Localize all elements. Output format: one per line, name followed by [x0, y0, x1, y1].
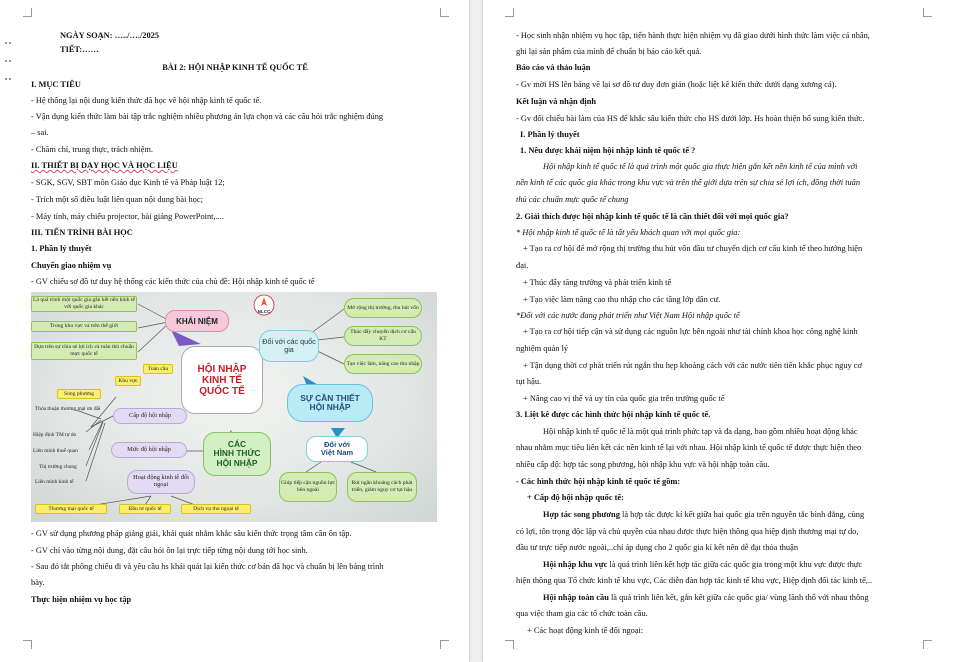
question-1: 1. Nêu được khái niệm hội nhập kinh tế quốc tế ?: [520, 146, 696, 155]
lesson-title: BÀI 2: HỘI NHẬP KINH TẾ QUỐC TẾ: [162, 63, 308, 72]
vietnam-line: Đối với: [323, 439, 351, 449]
level-global: Toàn cầu: [143, 364, 173, 374]
countries-item: Mở rộng thị trường, thu hút vốn: [344, 298, 422, 318]
header-date: NGÀY SOẠN: …../…./2025: [60, 31, 160, 40]
corner-mark: [505, 8, 514, 17]
report-heading: Báo cáo và thảo luận: [516, 63, 591, 72]
objective-item: - Hệ thống lại nội dung kiến thức đã học về hội nhập kinh tế quốc tế.: [31, 96, 262, 105]
definition-line: thủ các chuẩn mực quốc tế chung: [516, 195, 629, 204]
text-line: [543, 559, 862, 570]
forms-line: HỘI NHẬP: [216, 457, 258, 468]
countries-node: Đối với các quốc gia: [259, 330, 319, 362]
need-line: SỰ CẦN THIẾT: [300, 392, 360, 403]
definition-line: Hội nhập kinh tế quốc tế là quá trình một quốc gia thực hiện gắn kết nền kinh tế của mình với: [543, 162, 858, 171]
activities-heading: + Các hoạt động kinh tế đối ngoại:: [527, 626, 644, 635]
text-line: - Gv mời HS lên bảng vẽ lại sơ đồ tư duy đơn giản (hoặc liệt kê kiến thức dưới dạng xương cá).: [516, 80, 837, 89]
degree-item: Liên minh thuế quan: [33, 448, 78, 454]
text-line: nhau nhằm mục tiêu liên kết các nền kinh tế lại với nhau. Hội nhập kinh tế quốc tế được thực hiện theo: [516, 443, 862, 452]
activities-node: Hoạt động kinh tế đối ngoại: [127, 470, 195, 494]
degree-item: Liên minh kinh tế: [35, 479, 74, 485]
forms-node: [203, 432, 271, 476]
header-period: TIẾT:……: [60, 45, 99, 54]
text-line: tụt hậu.: [516, 377, 542, 386]
task-heading: Chuyển giao nhiệm vụ: [31, 261, 112, 270]
corner-mark: [923, 8, 932, 17]
concept-item: Trong khu vực và trên thế giới: [31, 321, 137, 332]
text-line: ghi lại sản phẩm của mình để chuẩn bị báo cáo kết quả.: [516, 47, 702, 56]
text-line: + Tạo ra cơ hội để mở rộng thị trường thu hút vốn đầu tư chuyển dịch cơ cấu kinh tế theo hướng hiện: [523, 244, 863, 253]
question-2: 2. Giải thích được hội nhập kinh tế quốc tế là cần thiết đối với mọi quốc gia?: [516, 212, 789, 221]
term-bilateral: Hợp tác song phương: [543, 510, 620, 519]
text-line: + Tạo việc làm nâng cao thu nhập cho các tầng lớp dân cư.: [523, 295, 721, 304]
countries-item: Tạo việc làm, nâng cao thu nhập: [344, 354, 422, 374]
text-line: - Học sinh nhận nhiệm vụ học tập, tiến hành thực hiện nhiệm vụ đã giao dưới hình thức làm việc cá nhân,: [516, 31, 870, 40]
equipment-item: - SGK, SGV, SBT môn Giáo dục Kinh tế và Pháp luật 12;: [31, 178, 225, 187]
center-line: HỘI NHẬP: [197, 363, 247, 375]
activities-item: Dịch vụ thu ngoại tệ: [181, 504, 251, 514]
section-objectives-title: I. MỤC TIÊU: [31, 80, 81, 89]
level-node: Cấp độ hội nhập: [113, 408, 187, 424]
level-heading: + Cấp độ hội nhập quốc tế:: [527, 493, 624, 502]
degree-item: Hiệp định TM tự do: [33, 432, 77, 438]
text-line: * Hội nhập kinh tế quốc tế là tất yếu khách quan với mọi quốc gia:: [516, 228, 741, 237]
vietnam-line: Việt Nam: [320, 448, 354, 457]
corner-mark: [440, 8, 449, 17]
text-line: - Gv đối chiếu bài làm của HS để khắc sâu kiến thức cho HS dưới lớp. Hs hoàn thiện bổ sung kiến thức.: [516, 114, 865, 123]
question-3: 3. Liệt kê được các hình thức hội nhập kinh tế quốc tế.: [516, 410, 711, 419]
method-line: bày.: [31, 578, 45, 587]
term-global: Hội nhập toàn cầu: [543, 593, 609, 602]
activities-item: Thương mại quốc tế: [35, 504, 107, 514]
equipment-item: - Máy tính, máy chiếu projector, bài giảng PowerPoint,....: [31, 212, 224, 221]
method-line: - GV chỉ vào từng nội dung, đặt câu hỏi ôn lại trực tiếp từng nội dung tới học sinh.: [31, 546, 308, 555]
level-region: Khu vực: [115, 376, 141, 386]
term-regional: Hội nhập khu vực: [543, 560, 608, 569]
logo-text: NLCC: [257, 309, 271, 314]
center-line: KINH TẾ: [202, 374, 242, 386]
text-line: [543, 509, 864, 520]
vietnam-item: Giúp tiếp cận nguồn lực bên ngoài: [279, 472, 337, 502]
concept-node: KHÁI NIỆM: [165, 310, 229, 332]
text-line: + Tận dụng thời cơ phát triển rút ngắn thu hẹp khoảng cách với các nước tiên tiến khắc phục nguy cơ: [523, 361, 862, 370]
text-line: *Đối với các nước đang phát triển như Việt Nam Hội nhập quốc tế: [516, 311, 740, 320]
equipment-item: - Trích một số điều luật liên quan nội dung bài học;: [31, 195, 203, 204]
text-line: qua việc tham gia các tổ chức toàn cầu.: [516, 609, 648, 618]
text-line: có lợi, tôn trọng độc lập và chủ quyền của nhau được thực hiện thông qua hiệp định thương mại tự do,: [516, 527, 859, 536]
corner-mark: [23, 8, 32, 17]
text-span: là quá trình liên kết, gắn kết giữa các quốc gia/ vùng lãnh thổ với nhau thông: [608, 593, 869, 602]
vietnam-item: Rút ngắn khoảng cách phát triển, giảm nguy cơ tụt hậu: [347, 472, 417, 502]
text-line: nghiệm quản lý: [516, 344, 569, 353]
vietnam-node: [306, 436, 368, 462]
text-line: + Thúc đẩy tăng trưởng và phát triển kinh tế: [523, 278, 672, 287]
forms-line: CÁC: [227, 439, 247, 450]
drag-handle-icon[interactable]: [4, 32, 14, 86]
forms-line: HÌNH THỨC: [213, 448, 261, 459]
text-line: Hội nhập kinh tế quốc tế là một quá trình phức tạp và đa dạng, bao gồm nhiều hoạt động khác: [543, 427, 858, 436]
degree-node: Mức độ hội nhập: [111, 442, 187, 458]
objective-item: - Chăm chỉ, trung thực, trách nhiệm.: [31, 145, 153, 154]
theory-subheading: 1. Phần lý thuyết: [31, 244, 92, 253]
document-page-right: [483, 0, 953, 662]
section-process-title: III. TIẾN TRÌNH BÀI HỌC: [31, 228, 133, 237]
conclusion-heading: Kết luận và nhận định: [516, 97, 597, 106]
method-line: - GV sử dụng phương pháp giảng giải, khái quát nhằm khắc sâu kiến thức trọng tâm cần ôn tập.: [31, 529, 352, 538]
degree-item: Thỏa thuận thương mại ưu đãi: [35, 406, 101, 412]
text-line: đầu tư trực tiếp nước ngoài,..chỉ áp dụng cho 2 quốc gia kí kết nên dễ đạt thỏa thuận: [516, 543, 799, 552]
nlcc-logo: [243, 294, 285, 320]
countries-item: Thúc đẩy chuyển dịch cơ cấu KT: [344, 326, 422, 346]
corner-mark: [440, 640, 449, 649]
theory-heading: I. Phần lý thuyết: [520, 130, 580, 139]
method-line: - Sau đó tắt phông chiếu đi và yêu cầu hs khái quát lại kiến thức cơ bản đã học và chuẩn bị lên bảng trình: [31, 562, 384, 571]
text-line: hiện thông qua Tổ chức kinh tế khu vực, Các diễn đàn hợp tác kinh tế khu vực, Hiệp định đối tác kinh tế,..: [516, 576, 873, 585]
activities-item: Đầu tư quốc tế: [119, 504, 171, 514]
text-line: đại.: [516, 261, 529, 270]
objective-item: - Vận dụng kiến thức làm bài tập trắc nghiệm nhiều phương án lựa chọn và các câu hỏi trắc nghiệm đúng: [31, 112, 384, 121]
objective-item: – sai.: [31, 128, 49, 137]
concept-item: Là quá trình một quốc gia gắn kết nền kinh tế với quốc gia khác: [31, 296, 137, 312]
level-bilateral: Song phương: [57, 389, 101, 399]
center-line: QUỐC TẾ: [199, 385, 245, 397]
text-span: là quá trình liên kết hợp tác giữa các quốc gia trong một khu vực được thực: [607, 560, 863, 569]
definition-line: nền kinh tế các quốc gia khác trong khu vực và trên thế giới dựa trên sự chia sẻ lợi ích, đồng thời tuân: [516, 178, 861, 187]
document-page-left: [0, 0, 469, 662]
concept-item: Dựa trên sự chia sẻ lợi ích và tuân thủ chuẩn mực quốc tế: [31, 342, 137, 360]
corner-mark: [923, 640, 932, 649]
forms-heading: - Các hình thức hội nhập kinh tế quốc tế gồm:: [516, 477, 681, 486]
text-line: + Tạo ra cơ hội tiếp cận và sử dụng các nguồn lực bên ngoài như tài chính khoa học công nghệ kinh: [523, 327, 858, 336]
mind-map-image: [31, 292, 437, 522]
center-node: [181, 346, 263, 414]
text-line: [543, 592, 869, 603]
corner-mark: [505, 640, 514, 649]
text-line: nhiều cấp độ: hợp tác song phương, hội nhập khu vực và hội nhập toàn cầu.: [516, 460, 770, 469]
perform-task-heading: Thực hiện nhiệm vụ học tập: [31, 595, 132, 604]
text-line: + Nâng cao vị thế và uy tín của quốc gia trên trường quốc tế: [523, 394, 725, 403]
section-equipment-title: II. THIẾT BỊ DẠY HỌC VÀ HỌC LIỆU: [31, 161, 178, 170]
degree-item: Thị trường chung: [39, 464, 77, 470]
need-node: [287, 384, 373, 422]
task-description: - GV chiếu sơ đồ tư duy hệ thống các kiến thức của chủ đề: Hội nhập kinh tế quốc tế: [31, 277, 315, 286]
corner-mark: [23, 640, 32, 649]
text-span: là hợp tác được kí kết giữa hai quốc gia trên nguyên tắc bình đẳng, cùng: [619, 510, 865, 519]
need-line: HỘI NHẬP: [309, 402, 351, 412]
